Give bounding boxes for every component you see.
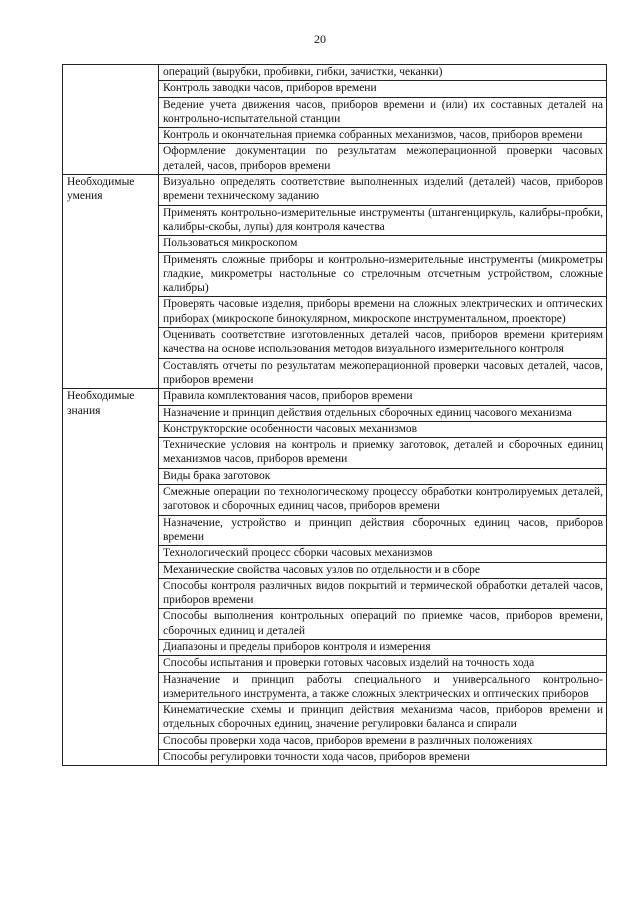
knowledge-item: Назначение и принцип работы специального и универсального контрольно-измерительного инструмента, а также сложных электрических и оптических приборов — [159, 672, 607, 703]
knowledge-item: Смежные операции по технологическому процессу обработки контролируемых деталей, заготовок и сборочных единиц часов, приборов времени — [159, 485, 607, 516]
requirements-table-body — [63, 65, 607, 766]
knowledge-label-line2: знания — [67, 404, 101, 417]
knowledge-item: Конструкторские особенности часовых механизмов — [159, 421, 607, 437]
knowledge-item: Способы выполнения контрольных операций по приемке часов, приборов времени, сборочных единиц и деталей — [159, 609, 607, 640]
continuation-item: Оформление документации по результатам межоперационной проверки часовых деталей, часов, приборов времени — [159, 144, 607, 175]
continuation-item: Контроль заводки часов, приборов времени — [159, 81, 607, 97]
skills-item: Составлять отчеты по результатам межоперационной проверки часовых деталей, часов, приборов времени — [159, 358, 607, 389]
skills-label-line1: Необходимые — [67, 176, 135, 189]
skills-label-cell — [63, 175, 159, 389]
knowledge-item: Кинематические схемы и принцип действия механизма часов, приборов времени и отдельных сборочных единиц, значение регулировки баланса и спирали — [159, 703, 607, 734]
knowledge-item: Способы испытания и проверки готовых часовых изделий на точность хода — [159, 656, 607, 672]
knowledge-item: Назначение и принцип действия отдельных сборочных единиц часового механизма — [159, 405, 607, 421]
skills-item: Проверять часовые изделия, приборы времени на сложных электрических и оптических приборах (микроскопе бинокулярном, микроскопе инструментальном, проекторе) — [159, 297, 607, 328]
skills-item: Оценивать соответствие изготовленных деталей часов, приборов времени критериям качества на основе использования методов визуального измерительного контроля — [159, 328, 607, 359]
knowledge-label-line1: Необходимые — [67, 390, 135, 403]
empty-label-cell — [63, 65, 159, 175]
page-number: 20 — [314, 32, 326, 46]
knowledge-item: Технологический процесс сборки часовых механизмов — [159, 546, 607, 562]
continuation-item: Контроль и окончательная приемка собранных механизмов, часов, приборов времени — [159, 128, 607, 144]
knowledge-label-cell — [63, 389, 159, 766]
continuation-item: операций (вырубки, пробивки, гибки, зачистки, чеканки) — [159, 65, 607, 81]
knowledge-item: Способы контроля различных видов покрытий и термической обработки деталей часов, приборов времени — [159, 578, 607, 609]
skills-row — [63, 175, 607, 206]
knowledge-item: Способы проверки хода часов, приборов времени в различных положениях — [159, 733, 607, 749]
knowledge-row — [63, 389, 607, 405]
skills-item: Применять контрольно-измерительные инструменты (штангенциркуль, калибры-пробки, калибры-скобы, лупы) для контроля качества — [159, 205, 607, 236]
knowledge-item: Диапазоны и пределы приборов контроля и измерения — [159, 639, 607, 655]
knowledge-item: Способы регулировки точности хода часов, приборов времени — [159, 750, 607, 766]
continuation-item: Ведение учета движения часов, приборов времени и (или) их составных деталей на контрольно-испытательной станции — [159, 97, 607, 128]
skills-item: Применять сложные приборы и контрольно-измерительные инструменты (микрометры гладкие, микрометры настольные со стрелочным отсчетным устройством, сложные калибры) — [159, 252, 607, 297]
requirements-table — [62, 64, 607, 766]
skills-label-line2: умения — [67, 190, 103, 203]
skills-item: Пользоваться микроскопом — [159, 236, 607, 252]
knowledge-item: Назначение, устройство и принцип действия сборочных единиц часов, приборов времени — [159, 515, 607, 546]
knowledge-item: Технические условия на контроль и приемку заготовок, деталей и сборочных единиц механизмов часов, приборов времени — [159, 438, 607, 469]
skills-item: Визуально определять соответствие выполненных изделий (деталей) часов, приборов времени техническому заданию — [159, 175, 607, 206]
knowledge-item: Механические свойства часовых узлов по отдельности и в сборе — [159, 562, 607, 578]
continuation-row — [63, 65, 607, 81]
knowledge-item: Виды брака заготовок — [159, 468, 607, 484]
knowledge-item: Правила комплектования часов, приборов времени — [159, 389, 607, 405]
